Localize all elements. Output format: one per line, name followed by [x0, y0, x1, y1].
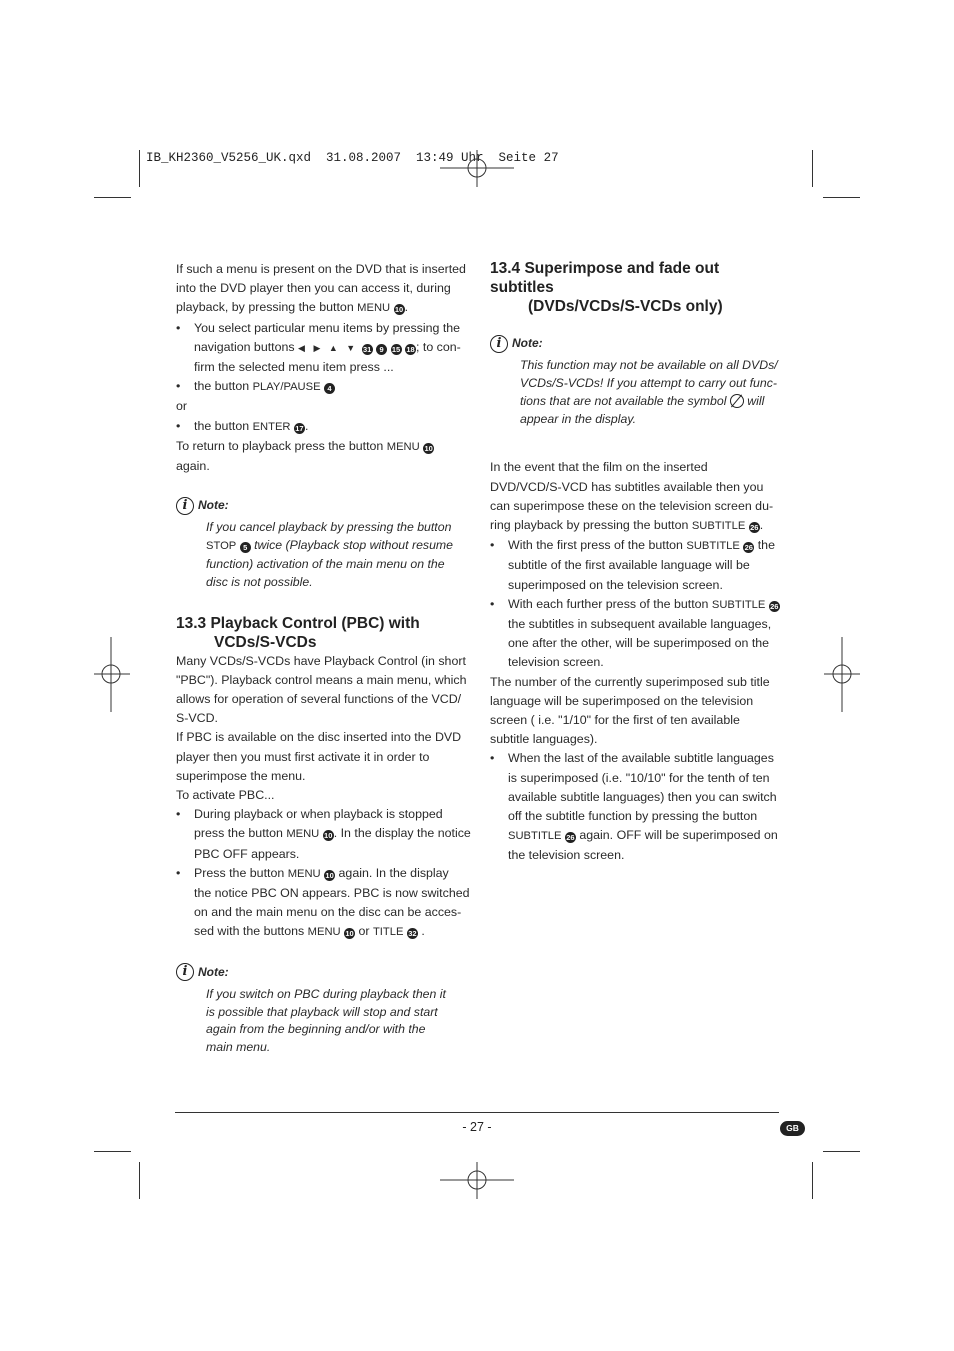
note-heading: i Note: — [176, 496, 471, 515]
return-paragraph: To return to playback press the button MENU 10 again. — [176, 438, 433, 474]
print-header: IB_KH2360_V5256_UK.qxd 31.08.2007 13:49 Uhr Seite 27 — [146, 151, 559, 165]
note-text: This function may not be available on all DVDs/ VCDs/S-VCDs! If you attempt to carry out func- tions that are not available the symbol will appear in the display. — [520, 358, 778, 426]
paragraph: Many VCDs/S-VCDs have Playback Control (in short "PBC"). Playback control means a main menu, which allows for operation of several functions of the VCD/ S-VCD. — [176, 653, 467, 726]
section-heading-13-4: 13.4 Superimpose and fade out subtitles (DVDs/VCDs/S-VCDs only) — [490, 260, 723, 315]
list-item: • With the first press of the button SUBTITLE 26 the subtitle of the first available language will be superimposed on the television screen. — [490, 538, 775, 592]
not-available-icon — [730, 394, 744, 408]
paragraph: In the event that the film on the inserted DVD/VCD/S-VCD has subtitles available then you can superimpose these on the television screen du- ring playback by pressing the button SUBTITLE 26. — [490, 460, 774, 532]
list-item: • the button PLAY/PAUSE 4 — [176, 377, 471, 397]
or-text: or — [176, 399, 188, 414]
info-icon: i — [176, 497, 194, 515]
button-number-badge: 10 — [394, 305, 404, 315]
paragraph: If PBC is available on the disc inserted into the DVD player then you must first activate it in order to superimpose the menu. — [176, 730, 462, 783]
page-number: - 27 - — [462, 1120, 492, 1134]
list-item: • the button ENTER 17. — [176, 418, 309, 433]
list-item: • With each further press of the button SUBTITLE 26 the subtitles in subsequent available languages, one after the other, will be superimposed on the television screen. — [490, 596, 779, 670]
info-icon: i — [490, 335, 508, 353]
right-column — [490, 259, 785, 866]
note-text: If you switch on PBC during playback then it is possible that playback will stop and start again from the beginning and/or with the main menu. — [206, 986, 446, 1055]
note-heading: i Note: — [176, 963, 471, 982]
info-icon: i — [176, 963, 194, 981]
paragraph: To activate PBC... — [176, 788, 275, 803]
intro-paragraph: If such a menu is present on the DVD that is inserted into the DVD player then you can access it, during playback, by pressing the button MENU 10. — [176, 262, 466, 315]
arrow-keys-icon: ◀ ▶ ▲ ▼ — [298, 342, 359, 353]
list-item: • During playback or when playback is stopped press the button MENU 10. In the display the notice PBC OFF appears. — [176, 807, 471, 861]
list-item: • Press the button MENU 10 again. In the display the notice PBC ON appears. PBC is now switched on and the main menu on the disc can be acces- sed with the buttons MENU 10 or TITLE 32 . — [176, 865, 470, 939]
list-item: • When the last of the available subtitle languages is superimposed (i.e. "10/10" for the tenth of ten available subtitle languages) then you can switch off the subtitle function by pressing the button SUBTITLE 26 again. OFF will be superimposed on the television screen. — [490, 751, 778, 863]
language-badge: GB — [780, 1121, 805, 1136]
paragraph: The number of the currently superimposed sub title language will be superimposed on the television screen ( i.e. "1/10" for the first of ten available subtitle languages). — [490, 674, 770, 747]
section-heading-13-3: 13.3 Playback Control (PBC) with VCDs/S-VCDs — [176, 614, 420, 651]
footer-rule — [175, 1112, 779, 1113]
note-heading: i Note: — [490, 334, 785, 353]
left-column — [176, 260, 471, 1057]
list-item: • You select particular menu items by pressing the navigation buttons ◀ ▶ ▲ ▼ 31 9 15 18; to con- firm the selected menu item press ... — [176, 320, 461, 375]
note-text: If you cancel playback by pressing the button STOP 5 twice (Playback stop without resume function) activation of the main menu on the disc is not possible. — [206, 520, 453, 589]
